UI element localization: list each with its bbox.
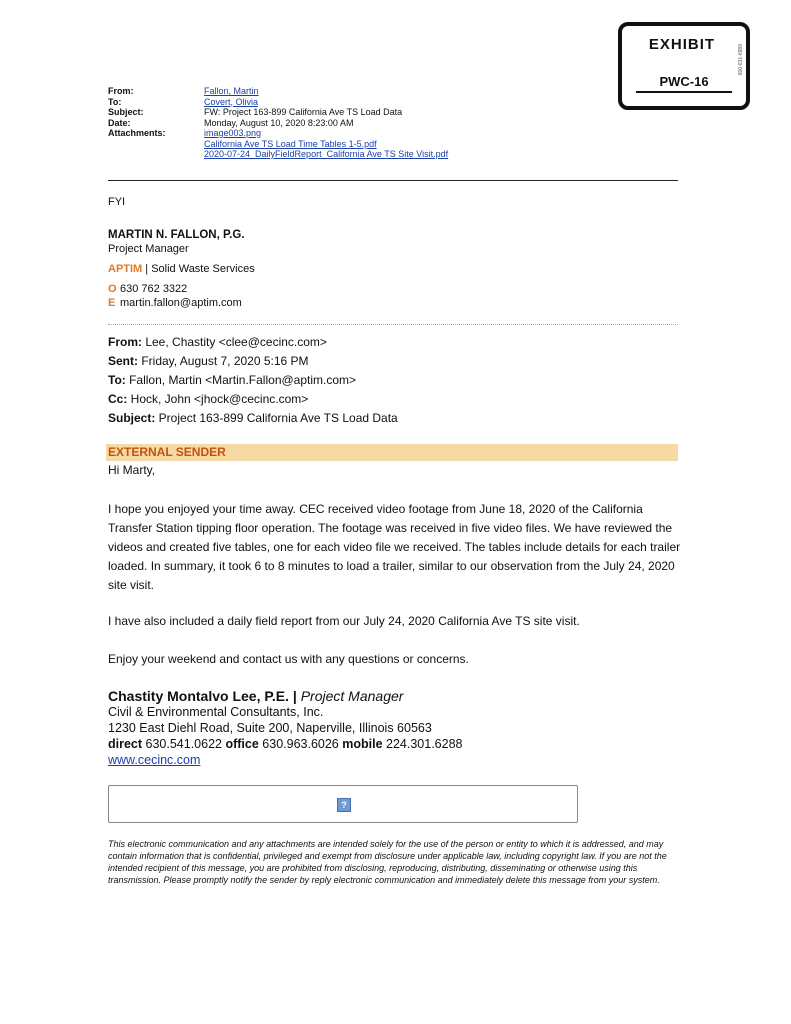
fwd-from-label: From:: [108, 335, 142, 349]
signature-title: Project Manager: [108, 243, 189, 255]
email-header: [108, 86, 448, 160]
body-paragraph: Enjoy your weekend and contact us with any questions or concerns.: [108, 652, 469, 666]
exhibit-title: EXHIBIT: [648, 36, 716, 53]
office-phone: 630.963.6026: [258, 737, 343, 751]
fwd-subject-value: Project 163-899 California Ave TS Load Data: [155, 411, 398, 425]
signature-separator: |: [289, 688, 301, 704]
signature-name: Chastity Montalvo Lee, P.E.: [108, 688, 290, 704]
from-value[interactable]: Fallon, Martin: [204, 86, 259, 96]
signature-title: Project Manager: [300, 688, 404, 704]
fwd-sent-value: Friday, August 7, 2020 5:16 PM: [138, 354, 309, 368]
image-placeholder-box: [108, 785, 578, 823]
exhibit-side-text: 800-631-6989: [738, 44, 744, 76]
forward-divider: [108, 324, 678, 325]
subject-label: Subject:: [108, 107, 144, 117]
company-address: 1230 East Diehl Road, Suite 200, Naperville, Illinois 60563: [108, 721, 432, 735]
direct-phone: 630.541.0622: [142, 737, 226, 751]
fwd-sent-label: Sent:: [108, 354, 138, 368]
fwd-cc-value: Hock, John <jhock@cecinc.com>: [127, 392, 309, 406]
phone-text: 630 762 3322: [120, 283, 188, 295]
forwarded-header: [108, 333, 398, 428]
fwd-from-value: Lee, Chastity <clee@cecinc.com>: [142, 335, 327, 349]
attachment-link[interactable]: image003.png: [204, 128, 262, 138]
division-text: | Solid Waste Services: [142, 263, 255, 275]
signature-lee: [108, 688, 462, 768]
website-link[interactable]: www.cecinc.com: [108, 753, 201, 767]
aptim-logo-text: APTIM: [108, 263, 143, 275]
exhibit-number: PWC-16: [636, 74, 732, 93]
signature-fallon: [108, 228, 255, 310]
external-sender-banner: [106, 444, 678, 461]
header-divider: [108, 180, 678, 181]
mobile-phone: 224.301.6288: [382, 737, 463, 751]
mobile-label: mobile: [342, 737, 383, 751]
direct-label: direct: [108, 737, 143, 751]
fwd-to-label: To:: [108, 373, 126, 387]
fwd-to-value: Fallon, Martin <Martin.Fallon@aptim.com>: [125, 373, 357, 387]
subject-value: FW: Project 163-899 California Ave TS Load Data: [204, 107, 403, 117]
email-text[interactable]: martin.fallon@aptim.com: [120, 297, 242, 309]
date-value: Monday, August 10, 2020 8:23:00 AM: [204, 117, 354, 128]
fyi-text: FYI: [108, 196, 126, 208]
from-label: From:: [108, 86, 134, 96]
email-letter: E: [108, 297, 116, 309]
fwd-cc-label: Cc:: [108, 392, 128, 406]
attachments-label: Attachments:: [108, 128, 166, 138]
phone-letter: O: [108, 283, 117, 295]
body-paragraph: I have also included a daily field report from our July 24, 2020 California Ave TS site visit.: [108, 614, 580, 628]
attachment-link[interactable]: California Ave TS Load Time Tables 1-5.pdf: [204, 138, 377, 149]
exhibit-stamp: [618, 22, 750, 110]
disclaimer-text: This electronic communication and any attachments are intended solely for the use of the person or entity to which it is addressed, and may contain information that is confidential, privileged and exempt from disclosure under applicable law, including copyright law. If you are not the intended recipient of this message, you are prohibited from disclosing, reproducing, distributing, disseminating or otherwise using this transmission. Please promptly notify the sender by reply electronic communication and immediately delete this message from your system.: [108, 839, 667, 885]
body-paragraph: I hope you enjoyed your time away. CEC received video footage from June 18, 2020 of the California Transfer Station tipping floor operation. The footage was received in five video files. We have reviewed the videos and created five tables, one for each video file we received. The tables include details for each trailer loaded. In summary, it took 6 to 8 minutes to load a trailer, similar to our observation from the July 24, 2020 site visit.: [108, 502, 681, 592]
external-sender-text: EXTERNAL SENDER: [108, 445, 226, 459]
office-label: office: [225, 737, 259, 751]
to-value[interactable]: Covert, Olivia: [204, 96, 259, 107]
signature-name: MARTIN N. FALLON, P.G.: [108, 229, 245, 241]
to-label: To:: [108, 96, 122, 107]
date-label: Date:: [108, 117, 131, 128]
missing-image-icon: ?: [337, 798, 351, 812]
greeting: Hi Marty,: [108, 463, 156, 477]
company-name: Civil & Environmental Consultants, Inc.: [108, 705, 324, 719]
attachment-link[interactable]: 2020-07-24_DailyFieldReport_California Ave TS Site Visit.pdf: [204, 149, 449, 159]
fwd-subject-label: Subject:: [108, 411, 156, 425]
